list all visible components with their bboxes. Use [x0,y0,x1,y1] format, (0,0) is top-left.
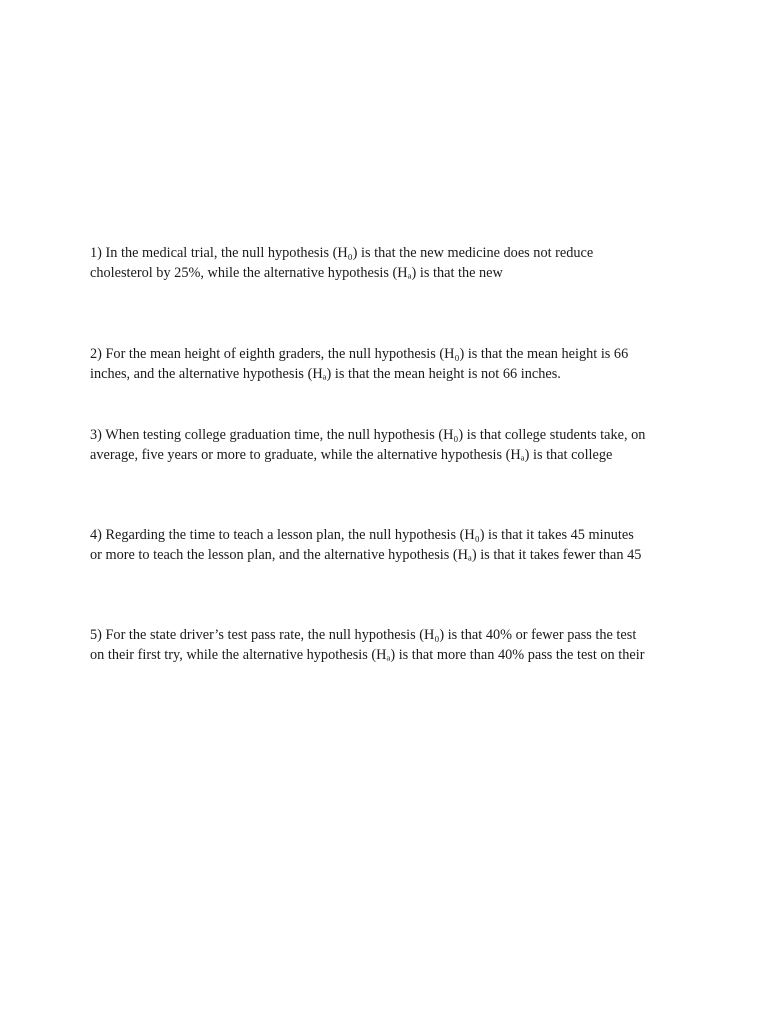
paragraph-5-line-2: on their first try, while the alternative hypothesis (Hₐ) is that more than 40% pass the test on their [90,647,645,663]
paragraph-2-line-2: inches, and the alternative hypothesis (Hₐ) is that the mean height is not 66 inches. [90,366,561,382]
paragraph-2-line-1: 2) For the mean height of eighth graders, the null hypothesis (H₀) is that the mean height is 66 [90,346,629,362]
paragraph-1-line-2: cholesterol by 25%, while the alternative hypothesis (Hₐ) is that the new [90,265,503,281]
paragraph-1 [90,243,690,283]
paragraph-5-line-1: 5) For the state driver’s test pass rate, the null hypothesis (H₀) is that 40% or fewer pass the test [90,627,637,643]
paragraph-4-line-1: 4) Regarding the time to teach a lesson plan, the null hypothesis (H₀) is that it takes 45 minutes [90,527,634,543]
paragraph-4 [90,525,690,565]
paragraph-4-line-2: or more to teach the lesson plan, and the alternative hypothesis (Hₐ) is that it takes fewer than 45 [90,547,642,563]
paragraph-3-line-2: average, five years or more to graduate, while the alternative hypothesis (Hₐ) is that college [90,447,613,463]
paragraph-3 [90,425,690,465]
paragraph-5 [90,625,690,665]
paragraph-3-line-1: 3) When testing college graduation time, the null hypothesis (H₀) is that college students take, on [90,427,646,443]
paragraph-1-line-1: 1) In the medical trial, the null hypothesis (H₀) is that the new medicine does not reduce [90,245,594,261]
paragraph-2 [90,344,690,384]
